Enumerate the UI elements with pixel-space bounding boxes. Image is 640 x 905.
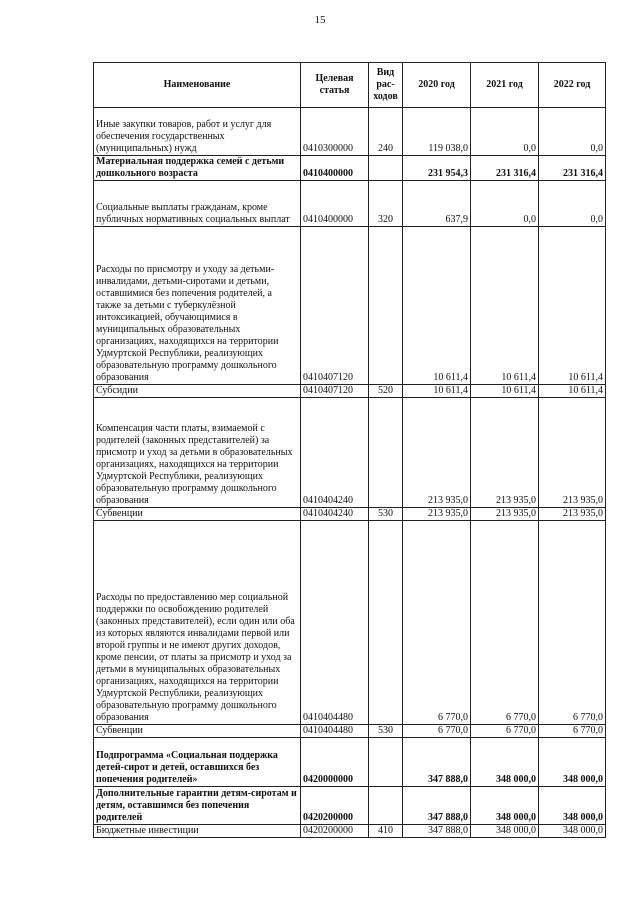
row-value-2022: 348 000,0 xyxy=(539,738,606,787)
row-value-2022: 213 935,0 xyxy=(539,508,606,521)
header-2021: 2021 год xyxy=(471,63,539,108)
row-value-2020: 10 611,4 xyxy=(403,227,471,385)
row-code: 0410407120 xyxy=(301,385,369,398)
row-expense-type: 530 xyxy=(369,725,403,738)
row-code: 0410404480 xyxy=(301,521,369,725)
page-number: 15 xyxy=(314,14,326,26)
row-name: Субсидии xyxy=(94,385,301,398)
budget-table xyxy=(93,62,606,838)
header-type: Вид рас-ходов xyxy=(369,63,403,108)
row-expense-type xyxy=(369,787,403,825)
row-name: Субвенции xyxy=(94,725,301,738)
row-value-2021: 348 000,0 xyxy=(471,738,539,787)
row-name: Субвенции xyxy=(94,508,301,521)
row-value-2021: 10 611,4 xyxy=(471,227,539,385)
row-expense-type: 520 xyxy=(369,385,403,398)
row-code: 0410400000 xyxy=(301,156,369,181)
row-name: Дополнительные гарантии детям-сиротам и детям, оставшимся без попечения родителей xyxy=(94,787,301,825)
row-code: 0410404240 xyxy=(301,398,369,508)
row-code: 0410300000 xyxy=(301,108,369,156)
header-name: Наименование xyxy=(94,63,301,108)
row-value-2020: 10 611,4 xyxy=(403,385,471,398)
table-row xyxy=(94,508,606,521)
row-value-2020: 231 954,3 xyxy=(403,156,471,181)
row-value-2022: 10 611,4 xyxy=(539,385,606,398)
row-expense-type: 410 xyxy=(369,825,403,838)
row-value-2020: 347 888,0 xyxy=(403,825,471,838)
table-row xyxy=(94,227,606,385)
row-name: Социальные выплаты гражданам, кроме публичных нормативных социальных выплат xyxy=(94,181,301,227)
row-value-2022: 0,0 xyxy=(539,108,606,156)
row-value-2021: 348 000,0 xyxy=(471,787,539,825)
row-expense-type: 320 xyxy=(369,181,403,227)
row-value-2022: 0,0 xyxy=(539,181,606,227)
row-name: Компенсация части платы, взимаемой с родителей (законных представителей) за присмотр и уход за детьми в образовательных организациях, находящихся на территории Удмуртской Республики, реализующих образовательную программу дошкольного образования xyxy=(94,398,301,508)
row-value-2020: 347 888,0 xyxy=(403,738,471,787)
row-value-2021: 213 935,0 xyxy=(471,398,539,508)
row-value-2021: 10 611,4 xyxy=(471,385,539,398)
row-expense-type: 240 xyxy=(369,108,403,156)
table-header-row xyxy=(94,63,606,108)
row-name: Иные закупки товаров, работ и услуг для обеспечения государственных (муниципальных) нужд xyxy=(94,108,301,156)
row-expense-type xyxy=(369,738,403,787)
row-value-2022: 348 000,0 xyxy=(539,825,606,838)
row-value-2021: 6 770,0 xyxy=(471,521,539,725)
table-row xyxy=(94,521,606,725)
table-row xyxy=(94,385,606,398)
row-code: 0410400000 xyxy=(301,181,369,227)
row-value-2020: 119 038,0 xyxy=(403,108,471,156)
header-2020: 2020 год xyxy=(403,63,471,108)
row-expense-type xyxy=(369,227,403,385)
table-row xyxy=(94,181,606,227)
table-row xyxy=(94,825,606,838)
row-code: 0420000000 xyxy=(301,738,369,787)
row-value-2022: 213 935,0 xyxy=(539,398,606,508)
row-code: 0420200000 xyxy=(301,825,369,838)
row-value-2021: 348 000,0 xyxy=(471,825,539,838)
row-value-2022: 10 611,4 xyxy=(539,227,606,385)
row-value-2020: 6 770,0 xyxy=(403,725,471,738)
row-code: 0410404240 xyxy=(301,508,369,521)
table-row xyxy=(94,738,606,787)
row-value-2020: 347 888,0 xyxy=(403,787,471,825)
row-expense-type: 530 xyxy=(369,508,403,521)
row-value-2021: 231 316,4 xyxy=(471,156,539,181)
row-name: Бюджетные инвестиции xyxy=(94,825,301,838)
table-row xyxy=(94,108,606,156)
row-code: 0420200000 xyxy=(301,787,369,825)
row-value-2021: 0,0 xyxy=(471,181,539,227)
row-value-2021: 6 770,0 xyxy=(471,725,539,738)
row-name: Материальная поддержка семей с детьми дошкольного возраста xyxy=(94,156,301,181)
row-code: 0410407120 xyxy=(301,227,369,385)
row-value-2020: 6 770,0 xyxy=(403,521,471,725)
row-expense-type xyxy=(369,398,403,508)
row-value-2022: 231 316,4 xyxy=(539,156,606,181)
table-row xyxy=(94,787,606,825)
row-expense-type xyxy=(369,521,403,725)
row-value-2020: 213 935,0 xyxy=(403,508,471,521)
row-name: Расходы по предоставлению мер социальной поддержки по освобождению родителей (законных представителей), если один или оба из которых являются инвалидами первой или второй группы и не имеют других доходов, кроме пенсии, от платы за присмотр и уход за детьми в муниципальных образовательных организациях, находящихся на территории Удмуртской Республики, реализующих образовательную программу дошкольного образования xyxy=(94,521,301,725)
row-name: Подпрограмма «Социальная поддержка детей-сирот и детей, оставшихся без попечения родителей» xyxy=(94,738,301,787)
table-row xyxy=(94,398,606,508)
header-2022: 2022 год xyxy=(539,63,606,108)
row-value-2022: 6 770,0 xyxy=(539,725,606,738)
row-value-2021: 0,0 xyxy=(471,108,539,156)
row-value-2022: 348 000,0 xyxy=(539,787,606,825)
row-code: 0410404480 xyxy=(301,725,369,738)
header-code: Целевая статья xyxy=(301,63,369,108)
row-value-2022: 6 770,0 xyxy=(539,521,606,725)
row-name: Расходы по присмотру и уходу за детьми-инвалидами, детьми-сиротами и детьми, оставшимися без попечения родителей, а также за детьми с туберкулёзной интоксикацией, обучающимися в муниципальных образовательных организациях, находящихся на территории Удмуртской Республики, реализующих образовательную программу дошкольного образования xyxy=(94,227,301,385)
row-value-2020: 213 935,0 xyxy=(403,398,471,508)
row-value-2020: 637,9 xyxy=(403,181,471,227)
row-value-2021: 213 935,0 xyxy=(471,508,539,521)
table-row xyxy=(94,156,606,181)
row-expense-type xyxy=(369,156,403,181)
table-row xyxy=(94,725,606,738)
